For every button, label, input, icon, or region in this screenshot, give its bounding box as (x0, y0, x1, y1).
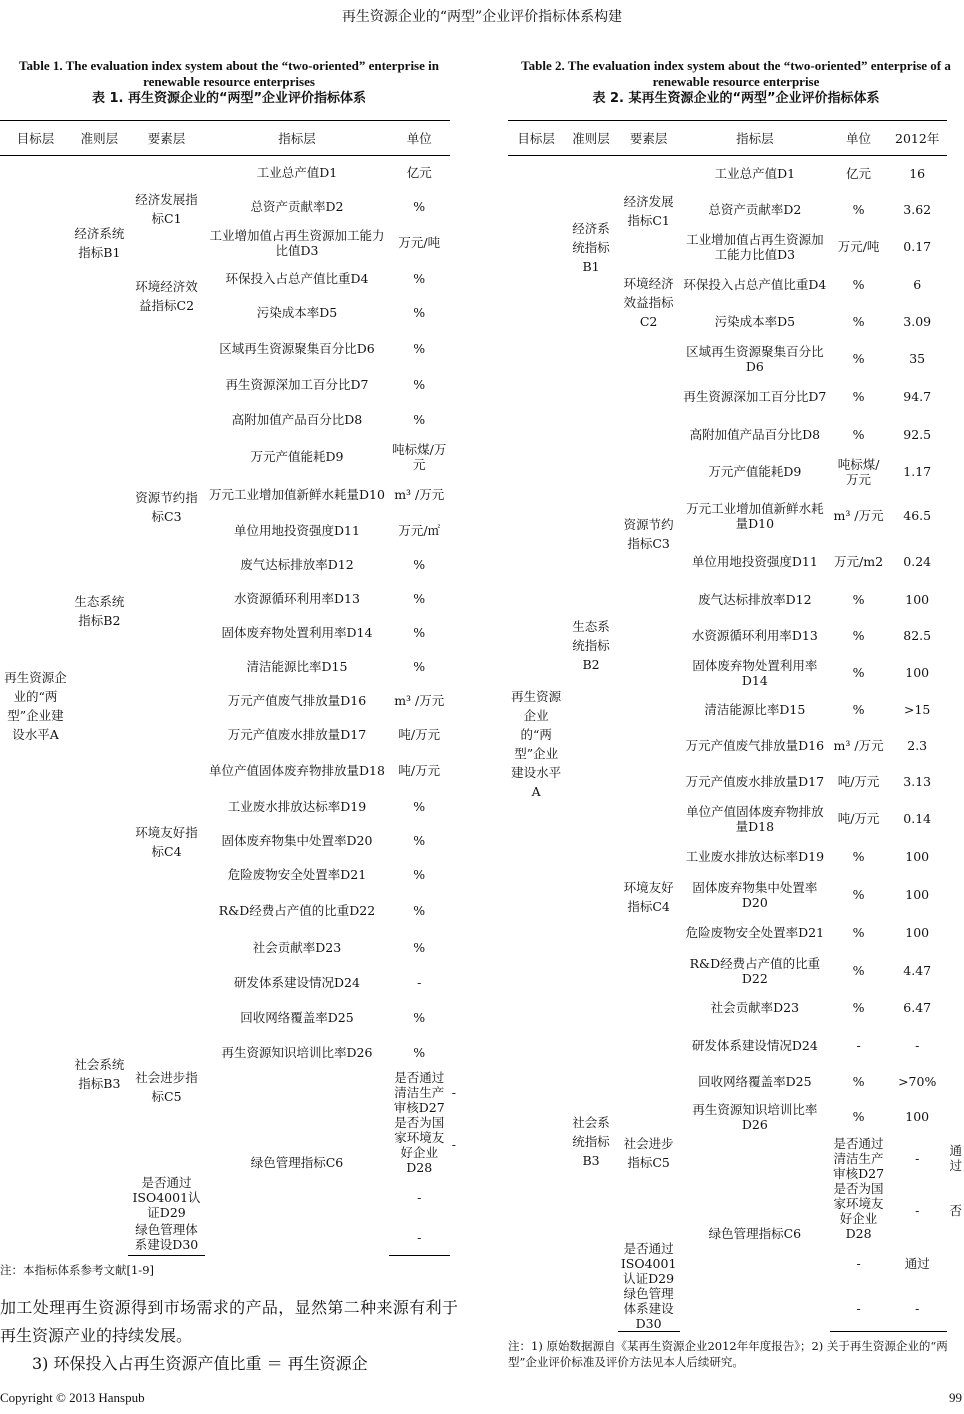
body-paragraph: 3) 环保投入占再生资源产值比重 ＝ 再生资源企 (32, 1354, 368, 1373)
value-2012-cell: 通过 (904, 1255, 930, 1271)
unit-cell: - (417, 975, 422, 990)
indicator-cell: 再生资源知识培训比率D26 (221, 1045, 373, 1060)
unit-cell: % (852, 389, 865, 404)
unit-cell: % (852, 351, 865, 366)
unit-cell: % (413, 341, 426, 356)
unit-cell: % (413, 412, 426, 427)
unit-cell: m³ /万元 (394, 487, 445, 502)
value-2012-cell: 0.17 (903, 239, 932, 254)
value-2012-cell: 通过 (949, 1143, 962, 1173)
unit-cell: 吨/万元 (837, 811, 880, 826)
value-2012-cell: >15 (904, 702, 931, 717)
criteria-layer-cell: 经济系统指标B1 (572, 221, 610, 275)
element-layer-cell: 绿色管理指标C6 (708, 1225, 802, 1241)
indicator-cell: 万元工业增加值新鲜水耗量D10 (208, 487, 385, 502)
body-text (0, 1294, 458, 1378)
element-layer-cell: 环境经济效益指标C2 (623, 276, 674, 329)
indicator-cell: 总资产贡献率D2 (708, 202, 802, 217)
element-layer-cell: 社会进步指标C5 (623, 1136, 674, 1170)
table2-note: 注：1) 原始数据源自《某再生资源企业2012年年度报告》；2) 关于再生资源企业的“两型”企业评价标准及评价方法见本人后续研究。 (508, 1338, 948, 1369)
page-number: 99 (949, 1390, 962, 1405)
value-2012-cell: 92.5 (903, 427, 932, 442)
indicator-cell: 再生资源深加工百分比D7 (225, 377, 369, 392)
indicator-cell: 万元产值能耗D9 (250, 449, 344, 464)
unit-cell: 万元/吨 (398, 235, 441, 250)
indicator-cell: 单位用地投资强度D11 (233, 523, 360, 538)
unit-cell: % (413, 903, 426, 918)
element-layer-cell: 经济发展指标C1 (135, 191, 198, 226)
left-column (0, 58, 458, 1378)
value-2012-cell: 35 (909, 351, 926, 366)
value-2012-cell: 100 (905, 849, 930, 864)
table2-caption-zh: 表 2. 某再生资源企业的“两型”企业评价指标体系 (592, 91, 880, 106)
value-2012-cell: 46.5 (903, 508, 932, 523)
indicator-cell: 社会贡献率D23 (710, 1000, 800, 1015)
table-row (508, 156, 964, 192)
indicator-cell: 固体废弃物处置利用率D14 (221, 625, 373, 640)
indicator-cell: 再生资源深加工百分比D7 (683, 389, 827, 404)
header-criteria-layer: 准则层 (71, 121, 128, 156)
header-element-layer: 要素层 (128, 121, 205, 156)
value-2012-cell: 3.13 (903, 774, 932, 789)
unit-cell: 吨/万元 (837, 774, 880, 789)
indicator-cell: 万元产值废气排放量D16 (227, 693, 367, 708)
target-layer-cell: 再生资源企业的“两型”企业建设水平A (4, 669, 67, 742)
table1-note: 注：本指标体系参考文献[1-9] (0, 1263, 154, 1277)
right-column (508, 58, 964, 1370)
indicator-cell: 清洁能源比率D15 (704, 702, 806, 717)
unit-cell: % (413, 591, 426, 606)
header-target-layer: 目标层 (0, 121, 71, 156)
unit-cell: 吨/万元 (398, 727, 441, 742)
value-2012-cell: 4.47 (903, 963, 932, 978)
body-paragraph: 加工处理再生资源得到市场需求的产品，显然第二种来源有利于再生资源产业的持续发展。 (0, 1298, 458, 1345)
indicator-cell: 是否为国家环境友好企业D28 (833, 1180, 884, 1241)
header-criteria-layer: 准则层 (564, 121, 617, 156)
unit-cell: 万元/m2 (834, 554, 884, 569)
indicator-cell: 工业总产值D1 (714, 166, 796, 182)
unit-cell: % (413, 377, 426, 392)
indicator-cell: 万元产值废气排放量D16 (685, 738, 825, 753)
value-2012-cell: 否 (949, 1203, 962, 1218)
table2-body (508, 156, 964, 1332)
value-2012-cell: 6 (913, 277, 922, 292)
value-2012-cell: 100 (905, 592, 930, 607)
unit-cell: % (852, 702, 865, 717)
indicator-cell: 回收网络覆盖率D25 (698, 1074, 812, 1089)
unit-cell: % (413, 1010, 426, 1025)
value-2012-cell: 3.09 (903, 314, 932, 329)
unit-cell: - (856, 1255, 861, 1271)
indicator-cell: 废气达标排放率D12 (240, 557, 354, 572)
criteria-layer-cell: 生态系统指标B2 (572, 619, 610, 672)
header-unit: 单位 (830, 121, 887, 156)
element-layer-cell: 经济发展指标C1 (623, 193, 674, 228)
value-2012-cell: 1.17 (903, 464, 932, 479)
element-layer-cell: 环境友好指标C4 (135, 824, 198, 859)
table1-body (0, 156, 458, 1256)
indicator-cell: 工业废水排放达标率D19 (685, 849, 825, 864)
indicator-cell: 危险废物安全处置率D21 (685, 925, 825, 940)
unit-cell: % (413, 799, 426, 814)
indicator-cell: 是否通过ISO4001认证D29 (132, 1174, 201, 1220)
value-2012-cell: 82.5 (903, 628, 932, 643)
unit-cell: % (852, 849, 865, 864)
unit-cell: % (413, 867, 426, 882)
value-2012-cell: 2.3 (907, 738, 928, 753)
unit-cell: % (413, 557, 426, 572)
value-2012-cell: - (887, 1286, 948, 1332)
value-2012-cell: 94.7 (903, 389, 932, 404)
value-2012-cell: 0.14 (903, 811, 932, 826)
indicator-cell: 社会贡献率D23 (252, 940, 342, 955)
unit-cell: 吨标煤/万元 (837, 456, 880, 487)
criteria-layer-cell: 社会系统指标B3 (572, 1114, 610, 1168)
unit-cell: - (915, 1203, 920, 1218)
table1-header-row (0, 121, 458, 156)
unit-cell: - (451, 1137, 456, 1152)
unit-cell: % (413, 1045, 426, 1060)
indicator-cell: 绿色管理体系建设D30 (618, 1286, 680, 1332)
indicator-cell: 高附加值产品百分比D8 (231, 412, 363, 427)
indicator-cell: 研发体系建设情况D24 (233, 975, 360, 990)
indicator-cell: 固体废弃物集中处置率D20 (221, 833, 373, 848)
table2-header-row (508, 121, 964, 156)
unit-cell: % (413, 271, 426, 286)
unit-cell: % (852, 202, 865, 217)
unit-cell: % (852, 628, 865, 643)
header-indicator-layer: 指标层 (680, 121, 831, 156)
table2 (508, 120, 964, 1332)
value-2012-cell: 3.62 (903, 202, 932, 217)
element-layer-cell: 环境经济效益指标C2 (135, 278, 198, 313)
unit-cell: % (852, 963, 865, 978)
indicator-cell: 万元产值能耗D9 (708, 464, 802, 479)
value-2012-cell: 100 (905, 1109, 930, 1124)
value-2012-cell: 100 (905, 925, 930, 940)
unit-cell: % (413, 833, 426, 848)
indicator-cell: 总资产贡献率D2 (250, 199, 344, 214)
unit-cell: % (852, 665, 865, 680)
unit-cell: % (413, 625, 426, 640)
value-2012-cell: 0.24 (903, 554, 932, 569)
element-layer-cell: 资源节约指标C3 (135, 489, 198, 524)
indicator-cell: 研发体系建设情况D24 (691, 1038, 818, 1053)
unit-cell: % (413, 940, 426, 955)
running-head: 再生资源企业的“两型”企业评价指标体系构建 (341, 9, 623, 25)
value-2012-cell: >70% (898, 1074, 937, 1089)
indicator-cell: 工业总产值D1 (256, 165, 338, 181)
value-2012-cell: 100 (905, 665, 930, 680)
indicator-cell: 是否通过清洁生产审核D27 (393, 1069, 445, 1115)
indicator-cell: 再生资源知识培训比率D26 (692, 1101, 818, 1132)
unit-cell: % (852, 592, 865, 607)
unit-cell: % (413, 305, 426, 320)
header-indicator-layer: 指标层 (205, 121, 388, 156)
indicator-cell: 水资源循环利用率D13 (233, 591, 360, 606)
indicator-cell: 废气达标排放率D12 (698, 592, 812, 607)
value-2012-cell: 100 (905, 887, 930, 902)
unit-cell: - (389, 1220, 450, 1256)
indicator-cell: 固体废弃物集中处置率D20 (692, 879, 818, 910)
indicator-cell: 高附加值产品百分比D8 (689, 427, 821, 442)
unit-cell: m³ /万元 (833, 738, 884, 753)
value-2012-cell: - (915, 1038, 920, 1053)
copyright: Copyright © 2013 Hanspub (0, 1390, 145, 1405)
indicator-cell: 污染成本率D5 (714, 314, 796, 329)
indicator-cell: 单位产值固体废弃物排放量D18 (686, 803, 824, 834)
indicator-cell: 万元产值废水排放量D17 (685, 774, 825, 789)
unit-cell: % (852, 1074, 865, 1089)
value-2012-cell: 6.47 (903, 1000, 932, 1015)
unit-cell: - (915, 1150, 920, 1166)
indicator-cell: 区域再生资源聚集百分比D6 (686, 343, 824, 374)
indicator-cell: 清洁能源比率D15 (246, 659, 348, 674)
unit-cell: % (852, 427, 865, 442)
indicator-cell: R&D经费占产值的比重D22 (689, 955, 821, 986)
header-element-layer: 要素层 (618, 121, 680, 156)
unit-cell: 吨标煤/万元 (392, 441, 447, 472)
indicator-cell: 是否通过ISO4001认证D29 (620, 1240, 677, 1286)
unit-cell: % (413, 659, 426, 674)
table1-caption-en: Table 1. The evaluation index system about the “two-oriented” enterprise in renewable resource enterprises (19, 58, 439, 89)
unit-cell: 亿元 (406, 165, 432, 181)
indicator-cell: 工业增加值占再生资源加工能力比值D3 (209, 227, 385, 258)
indicator-cell: 绿色管理体系建设D30 (128, 1220, 205, 1256)
table-row (0, 156, 458, 190)
element-layer-cell: 资源节约指标C3 (623, 516, 674, 551)
indicator-cell: 固体废弃物处置利用率D14 (692, 657, 818, 688)
unit-cell: % (852, 1109, 865, 1124)
unit-cell: % (852, 887, 865, 902)
unit-cell: m³ /万元 (394, 693, 445, 708)
unit-cell: % (852, 314, 865, 329)
indicator-cell: 单位产值固体废弃物排放量D18 (208, 763, 385, 778)
table-row (508, 340, 964, 378)
indicator-cell: 万元工业增加值新鲜水耗量D10 (686, 500, 824, 531)
indicator-cell: 单位用地投资强度D11 (691, 554, 818, 569)
element-layer-cell: 环境友好指标C4 (623, 879, 674, 914)
unit-cell: - (451, 1084, 456, 1100)
indicator-cell: 万元产值废水排放量D17 (227, 727, 367, 742)
element-layer-cell: 社会进步指标C5 (135, 1070, 198, 1104)
criteria-layer-cell: 生态系统指标B2 (74, 593, 125, 628)
unit-cell: 万元/㎡ (398, 523, 441, 538)
unit-cell: % (852, 277, 865, 292)
indicator-cell: 工业增加值占再生资源加工能力比值D3 (686, 231, 824, 262)
unit-cell: % (413, 199, 426, 214)
value-2012-cell: 16 (909, 166, 926, 182)
target-layer-cell: 再生资源企业的“两型”企业建设水平A (511, 688, 562, 799)
indicator-cell: 是否为国家环境友好企业D28 (394, 1114, 445, 1175)
unit-cell: m³ /万元 (833, 508, 884, 523)
unit-cell: - (856, 1038, 861, 1053)
table2-caption-en: Table 2. The evaluation index system about the “two-oriented” enterprise of a renewable resource enterprise (521, 58, 951, 89)
indicator-cell: 环保投入占总产值比重D4 (683, 277, 827, 292)
header-target-layer: 目标层 (508, 121, 564, 156)
unit-cell: - (830, 1286, 887, 1332)
indicator-cell: 环保投入占总产值比重D4 (225, 271, 369, 286)
indicator-cell: 工业废水排放达标率D19 (227, 799, 367, 814)
unit-cell: % (852, 1000, 865, 1015)
indicator-cell: 污染成本率D5 (256, 305, 338, 320)
indicator-cell: 危险废物安全处置率D21 (227, 867, 367, 882)
table1 (0, 120, 458, 1256)
element-layer-cell: 绿色管理指标C6 (250, 1155, 344, 1170)
indicator-cell: 回收网络覆盖率D25 (240, 1010, 354, 1025)
unit-cell: 吨/万元 (398, 763, 441, 778)
table1-caption-zh: 表 1. 再生资源企业的“两型”企业评价指标体系 (91, 91, 367, 106)
indicator-cell: 是否通过清洁生产审核D27 (833, 1135, 885, 1181)
criteria-layer-cell: 社会系统指标B3 (74, 1056, 125, 1091)
unit-cell: 万元/吨 (837, 239, 880, 254)
indicator-cell: 区域再生资源聚集百分比D6 (219, 341, 375, 356)
unit-cell: - (417, 1189, 422, 1205)
indicator-cell: R&D经费占产值的比重D22 (218, 903, 376, 918)
table-row (508, 952, 964, 990)
header-unit: 单位 (389, 121, 450, 156)
unit-cell: % (852, 925, 865, 940)
criteria-layer-cell: 经济系统指标B1 (74, 225, 125, 260)
indicator-cell: 水资源循环利用率D13 (691, 628, 818, 643)
unit-cell: 亿元 (846, 166, 872, 182)
header-year-2012: 2012年 (887, 121, 948, 156)
